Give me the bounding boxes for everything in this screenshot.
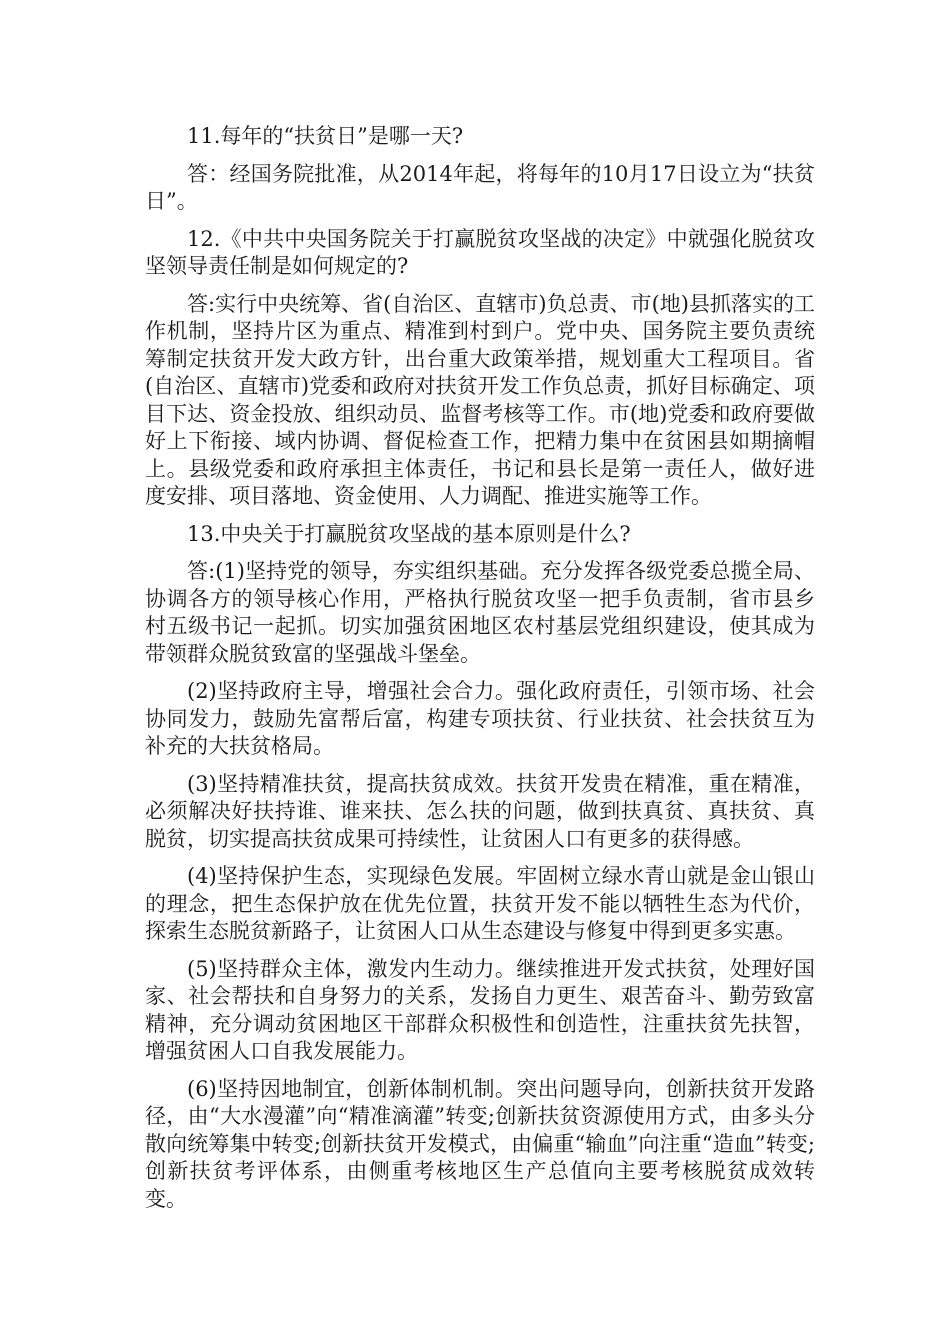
answer-13-principle-5: (5)坚持群众主体，激发内生动力。继续推进开发式扶贫，处理好国家、社会帮扶和自身努力的关系，发扬自力更生、艰苦奋斗、勤劳致富精神，充分调动贫困地区干部群众积极性和创造性，注重扶贫先扶智，增强贫困人口自我发展能力。	[145, 956, 815, 1063]
question-13: 13.中央关于打赢脱贫攻坚战的基本原则是什么?	[187, 521, 631, 546]
answer-13-principle-6: (6)坚持因地制宜，创新体制机制。突出问题导向，创新扶贫开发路径，由“大水漫灌”向“精准滴灌”转变;创新扶贫资源使用方式，由多头分散向统筹集中转变;创新扶贫开发模式，由偏重“输血”向注重“造血”转变;创新扶贫考评体系，由侧重考核地区生产总值向主要考核脱贫成效转变。	[145, 1076, 815, 1211]
answer-13-principle-3: (3)坚持精准扶贫，提高扶贫成效。扶贫开发贵在精准，重在精准，必须解决好扶持谁、谁来扶、怎么扶的问题，做到扶真贫、真扶贫、真脱贫，切实提高扶贫成果可持续性，让贫困人口有更多的获得感。	[145, 771, 815, 851]
answer-12: 答:实行中央统筹、省(自治区、直辖市)负总责、市(地)县抓落实的工作机制，坚持片区为重点、精准到村到户。党中央、国务院主要负责统筹制定扶贫开发大政方针，出台重大政策举措，规划重大工程项目。省(自治区、直辖市)党委和政府对扶贫开发工作负总责，抓好目标确定、项目下达、资金投放、组织动员、监督考核等工作。市(地)党委和政府要做好上下衔接、域内协调、督促检查工作，把精力集中在贫困县如期摘帽上。县级党委和政府承担主体责任，书记和县长是第一责任人，做好进度安排、项目落地、资金使用、人力调配、推进实施等工作。	[145, 291, 815, 508]
question-11: 11.每年的“扶贫日”是哪一天?	[187, 124, 464, 148]
answer-13-principle-1: 答:(1)坚持党的领导，夯实组织基础。充分发挥各级党委总揽全局、协调各方的领导核心作用，严格执行脱贫攻坚一把手负责制，省市县乡村五级书记一起抓。切实加强贫困地区农村基层党组织建设，使其成为带领群众脱贫致富的坚强战斗堡垒。	[145, 559, 815, 666]
document-body	[145, 123, 815, 1223]
question-12: 12.《中共中央国务院关于打赢脱贫攻坚战的决定》中就强化脱贫攻坚领导责任制是如何规定的?	[145, 226, 815, 278]
answer-13-principle-2: (2)坚持政府主导，增强社会合力。强化政府责任，引领市场、社会协同发力，鼓励先富帮后富，构建专项扶贫、行业扶贫、社会扶贫互为补充的大扶贫格局。	[145, 679, 815, 758]
answer-11: 答：经国务院批准，从2014年起，将每年的10月17日设立为“扶贫日”。	[145, 161, 815, 213]
answer-13-principle-4: (4)坚持保护生态，实现绿色发展。牢固树立绿水青山就是金山银山的理念，把生态保护放在优先位置，扶贫开发不能以牺牲生态为代价，探索生态脱贫新路子，让贫困人口从生态建设与修复中得到更多实惠。	[145, 864, 815, 943]
